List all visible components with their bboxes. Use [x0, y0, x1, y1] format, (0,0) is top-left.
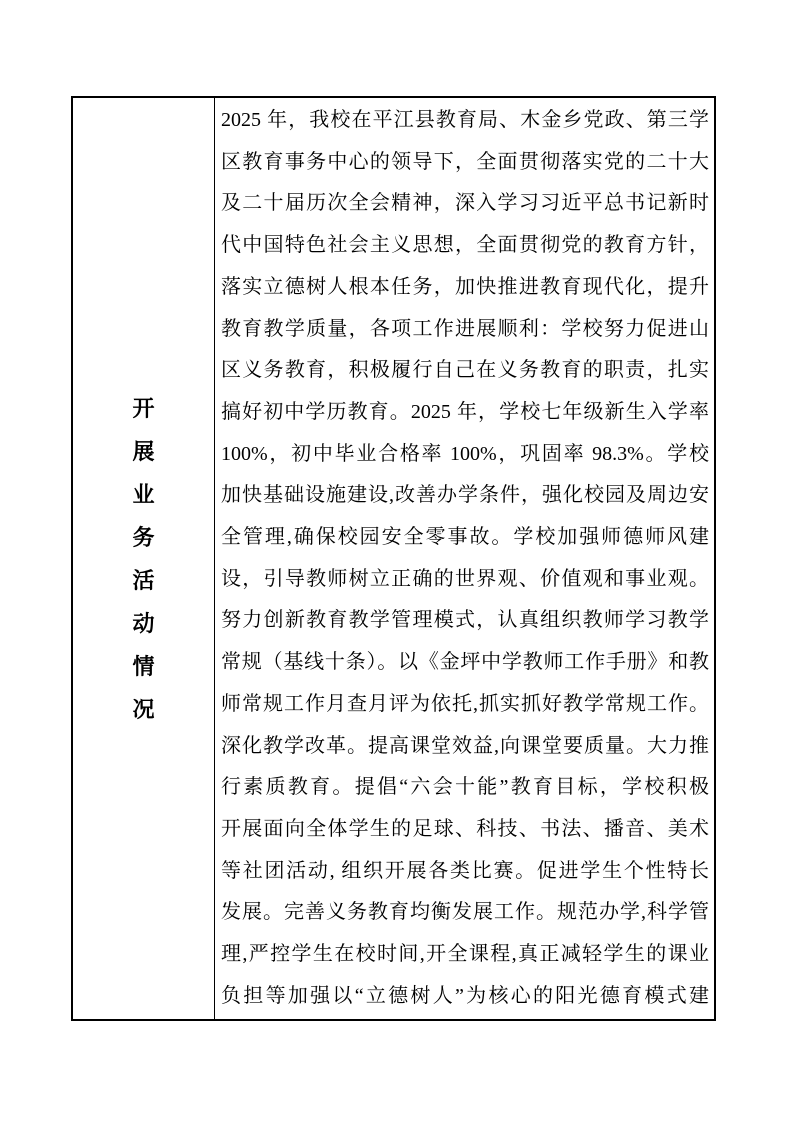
report-text-line: 发展。完善义务教育均衡发展工作。规范办学,科学管 — [221, 901, 709, 924]
report-text-line: 教育教学质量，各项工作进展顺利：学校努力促进山 — [221, 317, 709, 340]
report-text-line: 加快基础设施建设,改善办学条件，强化校园及周边安 — [221, 484, 709, 507]
report-text-line: 代中国特色社会主义思想，全面贯彻党的教育方针， — [221, 234, 709, 257]
table-content-cell-activity-report — [215, 98, 714, 1019]
report-text-line: 落实立德树人根本任务，加快推进教育现代化，提升 — [221, 275, 709, 298]
report-text-line: 搞好初中学历教育。2025 年，学校七年级新生入学率 — [221, 400, 709, 423]
report-table — [71, 96, 716, 1021]
report-text-line: 开展面向全体学生的足球、科技、书法、播音、美术 — [221, 817, 709, 840]
header-vertical-char: 活 — [132, 567, 155, 593]
header-vertical-char: 开 — [132, 395, 155, 421]
report-text-line: 全管理,确保校园安全零事故。学校加强师德师风建 — [221, 526, 709, 549]
report-text-line: 理,严控学生在校时间,开全课程,真正减轻学生的课业 — [221, 943, 709, 966]
report-text-line: 区教育事务中心的领导下，全面贯彻落实党的二十大 — [221, 150, 709, 173]
report-text-line: 深化教学改革。提高课堂效益,向课堂要质量。大力推 — [221, 734, 709, 757]
report-text-line: 努力创新教育教学管理模式，认真组织教师学习教学 — [221, 609, 709, 632]
report-text-line: 100%，初中毕业合格率 100%，巩固率 98.3%。学校 — [221, 442, 709, 465]
report-text-line: 及二十届历次全会精神，深入学习习近平总书记新时 — [221, 192, 709, 215]
header-vertical-char: 务 — [132, 524, 155, 550]
report-text-line: 设，引导教师树立正确的世界观、价值观和事业观。 — [221, 567, 709, 590]
header-vertical-char: 况 — [132, 696, 155, 722]
report-text-line: 2025 年，我校在平江县教育局、木金乡党政、第三学 — [221, 109, 709, 131]
report-text-line: 行素质教育。提倡“六会十能”教育目标，学校积极 — [221, 776, 709, 799]
report-text-line: 师常规工作月查月评为依托,抓实抓好教学常规工作。 — [221, 692, 709, 715]
report-text-line: 等社团活动, 组织开展各类比赛。促进学生个性特长 — [221, 859, 709, 882]
report-text-line: 负担等加强以“立德树人”为核心的阳光德育模式建 — [221, 984, 709, 1007]
header-vertical-char: 动 — [132, 610, 155, 636]
table-header-cell-section-title — [73, 98, 215, 1019]
header-vertical-char: 业 — [132, 481, 155, 507]
report-text-line: 常规（基线十条）。以《金坪中学教师工作手册》和教 — [221, 651, 709, 674]
report-text-line: 区义务教育，积极履行自己在义务教育的职责，扎实 — [221, 359, 709, 382]
header-vertical-char: 情 — [132, 653, 155, 679]
header-vertical-char: 展 — [132, 438, 155, 464]
